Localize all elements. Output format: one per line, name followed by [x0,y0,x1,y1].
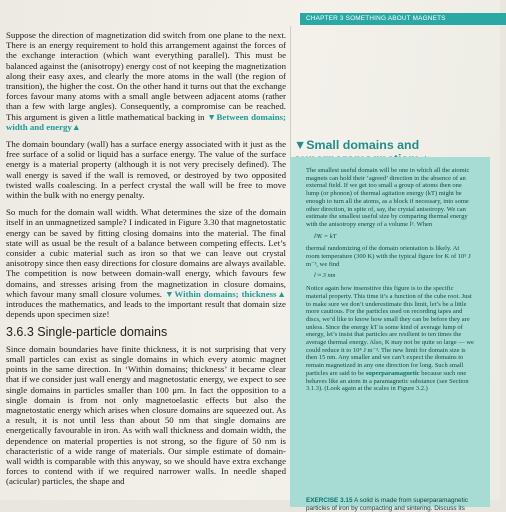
sidebar-paragraph-2: thermal randomizing of the domain orientation is likely. At room temperature (300 K) with the typical figure for K of 10⁵ J m⁻³, we find [306,245,471,268]
exercise-text: A solid is made from superparamagnetic particles of iron by compacting and sintering. Discuss its [306,497,469,512]
xref-within-domains[interactable]: ▼Within domains; thickness▲ [164,288,286,299]
exercise-block [306,497,474,512]
sidebar-paragraph-3 [306,285,474,393]
paragraph-1 [6,30,286,132]
sidebar-paragraph-3-end: because such one behaves like an atom in a paramagnetic substance (see Section 3.1.3). (Look again at the scales in Figure 3.2.) [306,369,469,393]
sidebar-text [306,167,474,397]
exercise-label: EXERCISE 3.15 [306,497,353,504]
equation-2: l ≈ 3 nm [314,272,336,280]
sidebar-box [290,157,490,512]
xref-between-domains[interactable]: ▼Between domains; width and energy▲ [6,111,286,132]
paragraph-1-text: Suppose the direction of magnetization did switch from one plane to the next. There is an energy requirement to hold this arrangement against the forces of the exchange interaction (which want everything parallel). This must be balanced against the (anisotropy) energy cost of not keeping the magnetization along their easy axes, and clearly the more atoms in the wall (the region of transition), the higher the cost. On the other hand it turns out that the exchange forces favour many atoms with a small angle between adjacent atoms (rather than a few with large angles). Consequently, a compromise can be reached. This argument is given a little mathematical backing in [6,30,286,122]
main-column [6,30,286,494]
chapter-header: CHAPTER 3 SOMETHING ABOUT MAGNETS [300,13,506,25]
sidebar [290,30,490,512]
paragraph-4: Since domain boundaries have finite thickness, it is not surprising that very small particles can exist as single domains in which every atomic magnet points in the same direction. In ‘Within domains; thickness’ it became clear that if we consider just wall energy and magnetostatic energy, we expect to see single domains in particles smaller than 100 μm. In fact the opposition to a single domain is from not only magnetoelastic effects but also the magnetostatic energy which arises when closure domains are squeezed out. As a result, it is not until less than about 50 nm that single domains are energetically favourable in iron. As with wall thickness and domain width, the dependence on material properties is not strong, so the figure of 50 nm is characteristic of a wide range of materials. Our simple estimate of domain-wall width is comparable with this anyway, so we should have extra exchange forces to contend with if we required narrower walls. In needle shaped (acicular) particles, the shape and [6,343,286,487]
paragraph-2: The domain boundary (wall) has a surface energy associated with it just as the free surface of a solid or liquid has a surface energy. The value of the surface energy is a material property (although it is not very precisely defined). The wall energy is saved if the wall is removed, or destroyed by two opposited twisted walls coalescing. In a perfect crystal the wall will be free to move within the bulk with no energy penalty. [6,139,286,201]
equation-1: l³K = kT [314,232,337,240]
sidebar-paragraph-3-text: Notice again how insensitive this figure is to the specific material property. This time it’s a function of the cube root. Just to make sure we don’t underestimate this limit, let’s be a little more cautious. For the particles used on recording tapes and discs, we’d like to know how small they can be before they are unless. Since the energy kT is some kind of average lump of energy, let’s insist that particles are resilient to ten times the average thermal energy. Also, K may not be quite so large — we could reduce it to 10⁴ J m⁻³. The new limit for domain size is then 15 nm. Any smaller and we can’t expect the domains to remain magnetized in any one direction for long. Such small particles are said to be [306,285,474,377]
sidebar-heading[interactable]: ▼Small domains and [294,138,420,152]
sidebar-paragraph-1: The smallest useful domain will be one in which all the atomic magnets can hold their ‘agreed’ direction in the absence of an external field. If we get too small a group of atoms then one lump (or phonon) of thermal agitation energy (kT) might be enough to turn all the atoms, as a block if necessary, into some other direction, in spite of, say, the crystal anisotropy. We can estimate the smallest useful size by comparing thermal energy with the anisotropy energy of a volume l³. When [306,167,470,228]
paragraph-3 [6,207,286,319]
section-title: 3.6.3 Single-particle domains [6,325,168,340]
paragraph-3-text-a: So much for the domain wall width. What determines the size of the domain itself in an unmagnetized sample? I indicated in Figure 3.30 that magnetostatic energy can be saved by fitting closing domains into the material. The final state will as usual be the result of a balance between competing effects. Let’s consider a cubic material such as iron so that we can leave out crystal anisotropy since then easy directions for closure domains are always available. The competition is now between domain-wall energy, which favours few domains, and stresses arising from the magnetization in closure domains, which favour many small closure volumes. [6,207,286,299]
term-superparamagnetic: superparamagnetic [365,369,420,377]
paragraph-3-text-b: introduces the mathematics, and leads to the important result that domain size depends upon specimen size! [6,299,286,320]
